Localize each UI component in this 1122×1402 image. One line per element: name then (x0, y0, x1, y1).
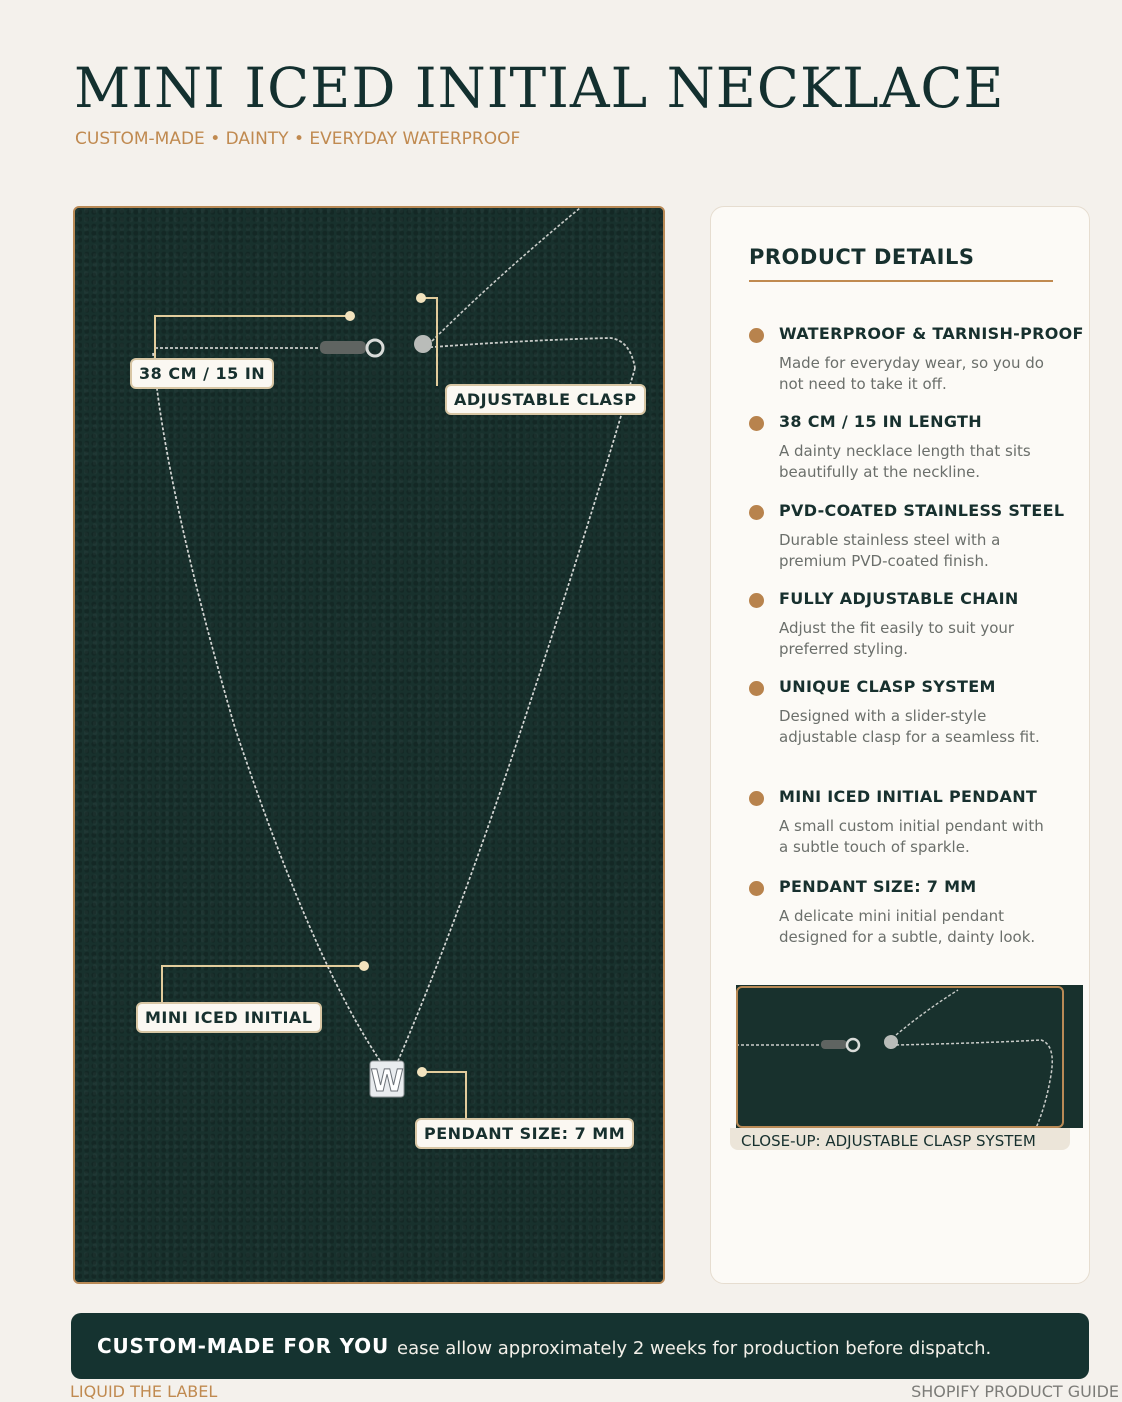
page-subtitle: CUSTOM-MADE • DAINTY • EVERYDAY WATERPROOF (75, 129, 521, 149)
feature-description: Designed with a slider-style adjustable clasp for a seamless fit. (779, 707, 1040, 746)
feature-description: A delicate mini initial pendant designed for a subtle, dainty look. (779, 907, 1036, 946)
feature-title: MINI ICED INITIAL PENDANT (779, 787, 1038, 806)
bullet-dot-icon (749, 505, 764, 520)
feature-title: WATERPROOF & TARNISH-PROOF (779, 324, 1084, 343)
bullet-dot-icon (749, 328, 764, 343)
pendant-letter: W (370, 1064, 404, 1099)
feature-description: Made for everyday wear, so you do not need to take it off. (779, 354, 1044, 393)
closeup-caption: CLOSE-UP: ADJUSTABLE CLASP SYSTEM (730, 1128, 1070, 1150)
pendant-size-callout: PENDANT SIZE: 7 MM (415, 1118, 634, 1149)
bullet-dot-icon (749, 881, 764, 896)
clasp-callout: ADJUSTABLE CLASP (445, 384, 646, 415)
banner-text: ease allow approximately 2 weeks for production before dispatch. (397, 1338, 992, 1359)
feature-title: PENDANT SIZE: 7 MM (779, 877, 977, 896)
feature-title: UNIQUE CLASP SYSTEM (779, 677, 996, 696)
footer-guide-label: SHOPIFY PRODUCT GUIDE (911, 1382, 1119, 1401)
details-divider (749, 280, 1053, 282)
details-title: PRODUCT DETAILS (749, 245, 975, 269)
bullet-dot-icon (749, 681, 764, 696)
feature-description: Durable stainless steel with a premium PVD-coated finish. (779, 531, 1001, 570)
feature-title: FULLY ADJUSTABLE CHAIN (779, 589, 1019, 608)
custom-made-banner (71, 1313, 1089, 1379)
banner-title: CUSTOM-MADE FOR YOU (97, 1334, 390, 1358)
product-photo (73, 206, 665, 1284)
footer-brand: LIQUID THE LABEL (70, 1382, 218, 1401)
bullet-dot-icon (749, 791, 764, 806)
feature-description: A small custom initial pendant with a subtle touch of sparkle. (779, 817, 1044, 856)
clasp-closeup-illustration (736, 985, 1083, 1128)
feature-title: 38 CM / 15 IN LENGTH (779, 412, 982, 431)
length-callout: 38 CM / 15 IN (130, 358, 274, 389)
feature-title: PVD-COATED STAINLESS STEEL (779, 501, 1065, 520)
bullet-dot-icon (749, 593, 764, 608)
clasp-closeup-image (736, 985, 1083, 1128)
bullet-dot-icon (749, 416, 764, 431)
feature-description: A dainty necklace length that sits beautifully at the neckline. (779, 442, 1031, 481)
page-title: MINI ICED INITIAL NECKLACE (74, 56, 1005, 120)
clasp-slider (320, 341, 366, 354)
feature-description: Adjust the fit easily to suit your preferred styling. (779, 619, 1015, 658)
initial-callout: MINI ICED INITIAL (136, 1002, 322, 1033)
